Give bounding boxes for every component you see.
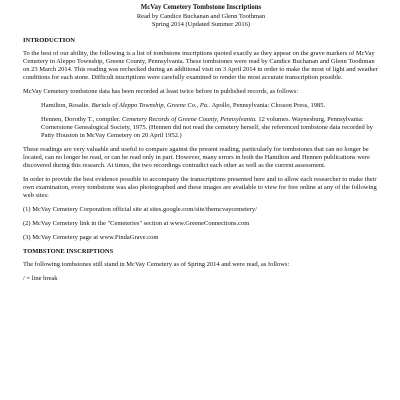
legend-line: / = line break	[23, 274, 58, 282]
reference-title: Burials of Aleppo Township, Greene Co., Pa..	[91, 101, 211, 109]
reference-hennen	[41, 116, 379, 140]
inscriptions-paragraph: The following tombstones still stand in McVay Cemetery as of Spring 2014 and were read, as follows:	[23, 260, 290, 268]
web-site-3: (3) McVay Cemetery page at www.FindaGrave.com	[23, 233, 159, 241]
reference-text: 12 volumes. Waynesburg, Pennsylvania: Cornerstone Genealogical Society, 1975. (Hennen did not read the cemetery herself, she referenced tombstone data recorded by Patty Houston in McVay Cemetery on 20 April 1952.)	[41, 115, 373, 139]
reference-text: Apollo, Pennsylvania: Closson Press, 1985.	[210, 101, 326, 109]
date-line: Spring 2014 (Updated Summer 2016)	[151, 20, 251, 28]
body-paragraph-4: In order to provide the best evidence possible to accompany the transcriptions presented here and to allow each researcher to make their own examination, every tombstone was also photographed and these images are available to view for free online at any of the following web sites:	[23, 175, 377, 199]
inscriptions-heading: TOMBSTONE INSCRIPTIONS	[23, 247, 114, 255]
readers-line: Read by Candice Buchanan and Glenn Toothman	[136, 12, 266, 20]
web-site-2: (2) McVay Cemetery link in the "Cemeteries" section at www.GreeneConnections.com	[23, 219, 250, 227]
introduction-heading: INTRODUCTION	[23, 36, 76, 44]
body-paragraph-3: These readings are very valuable and useful to compare against the present reading, particularly for tombstones that can no longer be located, can no longer be read, or can be read only in part. However, many errors in both the Hamilton and Hennen publications were discovered during this research. At times, the two recordings contradict each other as well as the current assessment.	[23, 145, 370, 169]
document-header	[23, 4, 379, 29]
intro-paragraph-2: McVay Cemetery tombstone data has been recorded at least twice before in published records, as follows:	[23, 87, 299, 95]
reference-text: Hamilton, Rosalie.	[41, 101, 92, 109]
document-page	[23, 4, 379, 289]
reference-hamilton	[41, 102, 379, 110]
intro-paragraph-1: To the best of our ability, the following is a list of tombstone inscriptions quoted exactly as they appear on the grave markers of McVay Cemetery in Aleppo Township, Greene County, Pennsylvania. These tombstones were read by Candice Buchanan and Glenn Toothman on 23 March 2014. This reading was rechecked during an additional visit on 3 April 2014 in order to make the most of light and weather conditions for each stone. Difficult inscriptions were carefully examined to render the most accurate transcription possible.	[23, 49, 378, 81]
web-site-1: (1) McVay Cemetery Corporation official site at sites.google.com/site/themcvaycemetery/	[23, 205, 257, 213]
reference-text: Hennen, Dorothy T., compiler.	[41, 115, 122, 123]
document-title: McVay Cemetery Tombstone Inscriptions	[140, 4, 262, 11]
reference-title: Cemetery Records of Greene County, Pennsylvania.	[122, 115, 257, 123]
